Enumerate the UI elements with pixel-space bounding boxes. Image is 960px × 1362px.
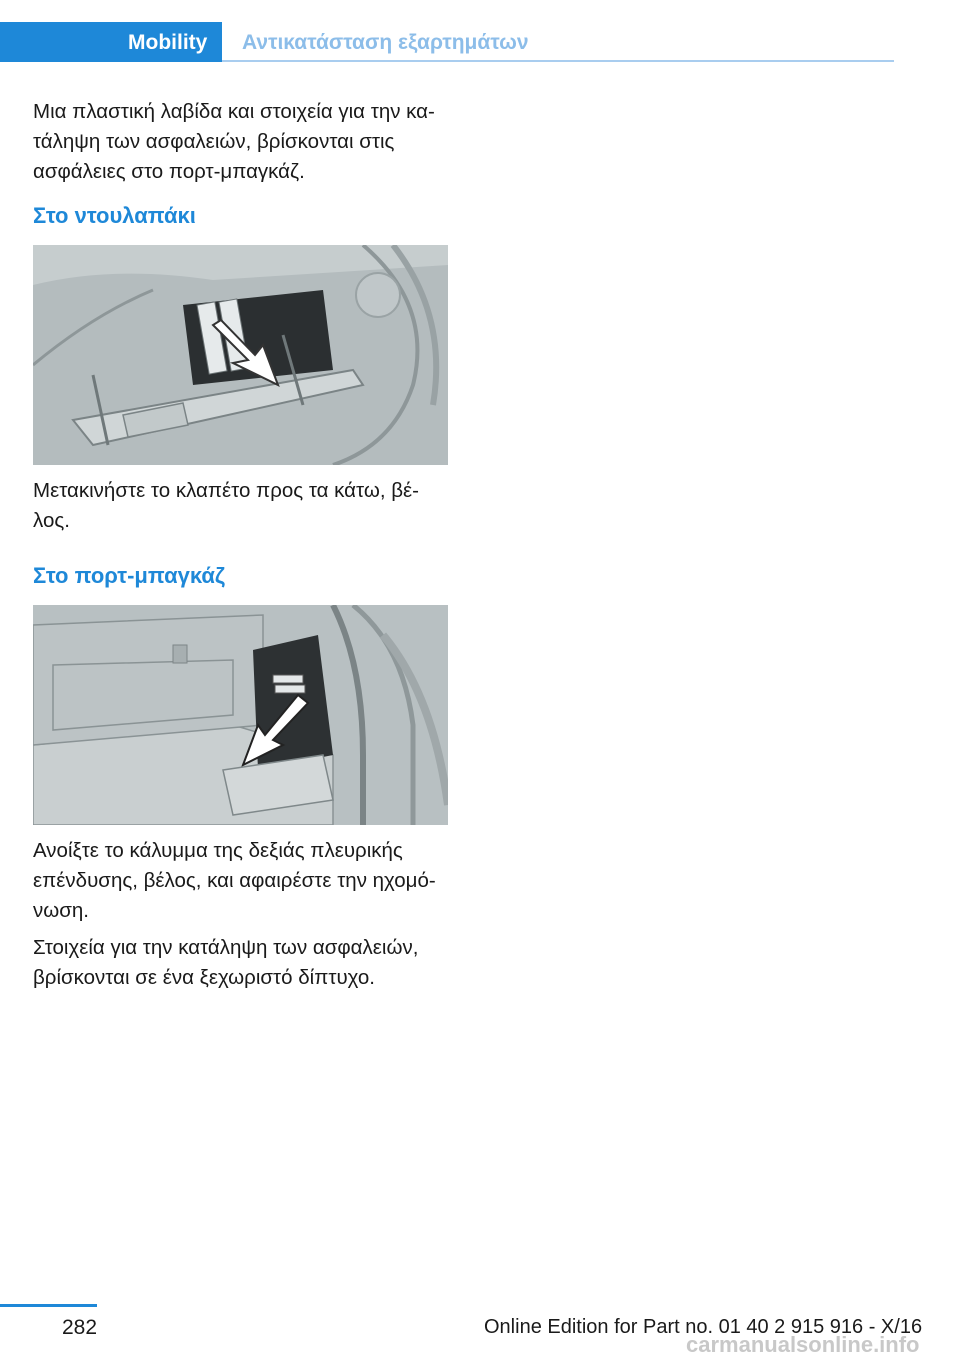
tab-chapter-label: Αντικατάσταση εξαρτημάτων — [242, 31, 529, 54]
page-number: 282 — [62, 1316, 98, 1339]
fuse-note: Στοιχεία για την κατάληψη των ασφαλειών, βρίσκονται σε ένα ξεχωριστό δίπτυχο. — [33, 936, 419, 989]
tab-chapter[interactable] — [222, 22, 894, 60]
glovebox-illustration — [33, 245, 448, 465]
trunk-illustration — [33, 605, 448, 825]
edition-info: Online Edition for Part no. 01 40 2 915 916 - X/16 — [484, 1316, 923, 1338]
trunk-instruction: Ανοίξτε το κάλυμμα της δεξιάς πλευρικής επένδυσης, βέλος, και αφαιρέστε την ηχομό‐ νωση. — [33, 839, 436, 922]
header-divider — [222, 60, 894, 62]
watermark: carmanualsonline.info — [686, 1332, 920, 1357]
tab-mobility[interactable] — [0, 22, 222, 62]
trunk-heading: Στο πορτ-μπαγκάζ — [33, 563, 226, 588]
glovebox-instruction: Μετακινήστε το κλαπέτο προς τα κάτω, βέ‐ λος. — [33, 479, 419, 532]
glovebox-heading: Στο ντουλαπάκι — [33, 203, 196, 228]
intro-paragraph: Μια πλαστική λαβίδα και στοιχεία για την κα‐ τάληψη των ασφαλειών, βρίσκονται στις ασφάλειες στο πορτ‐μπαγκάζ. — [33, 100, 435, 183]
footer-divider — [0, 1304, 97, 1307]
tab-mobility-label: Mobility — [128, 31, 208, 54]
